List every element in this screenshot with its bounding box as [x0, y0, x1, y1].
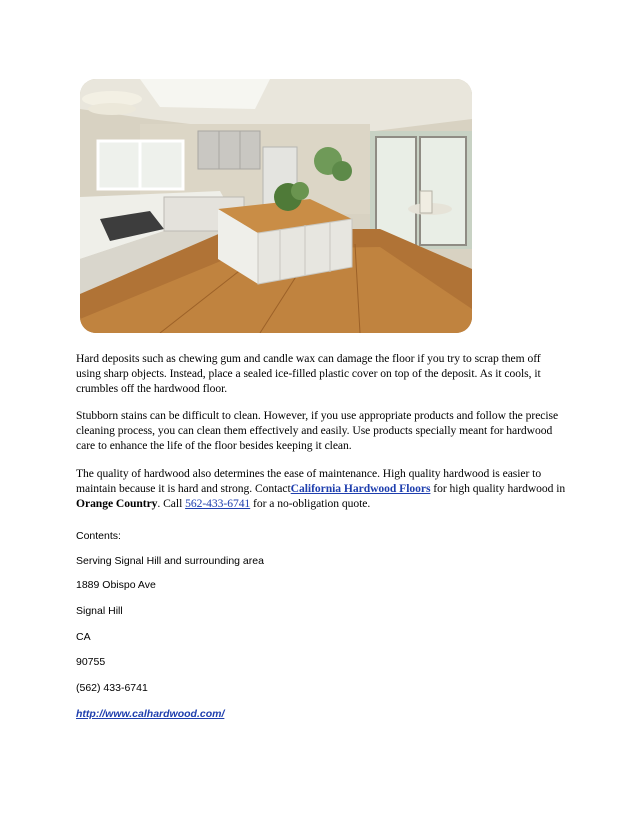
kitchen-photo: [80, 79, 472, 333]
california-hardwood-floors-link[interactable]: California Hardwood Floors: [290, 482, 431, 495]
state: CA: [76, 631, 91, 643]
paragraph-hard-deposits: Hard deposits such as chewing gum and candle wax can damage the floor if you try to scrap them off using sharp objects. Instead, place a sealed ice-filled plastic cover on top of the deposit. As it cools, it crumbles off the hardwood floor.: [76, 352, 541, 395]
paragraph-text: for a no-obligation quote.: [250, 497, 371, 510]
paragraph-text: The quality of hardwood also determines the ease of maintenance. High quality hardwood is easier to maintain because it is hard and strong. Contact: [76, 467, 542, 495]
kitchen-illustration: [80, 79, 472, 333]
paragraph-stubborn-stains: Stubborn stains can be difficult to clean. However, if you use appropriate products and follow the precise cleaning process, you can clean them effectively and easily. Use products specially meant for hardwood care to enhance the life of the floor besides keeping it clean.: [76, 409, 559, 452]
orange-country-text: Orange Country: [76, 497, 158, 510]
phone-number: (562) 433-6741: [76, 682, 148, 694]
paragraph-text: . Call: [157, 497, 186, 510]
paragraph-quality-hardwood: [76, 466, 566, 511]
website: [76, 708, 224, 721]
zip-code: 90755: [76, 656, 106, 668]
website-link[interactable]: http://www.calhardwood.com/: [76, 708, 225, 720]
street-address: 1889 Obispo Ave: [76, 579, 156, 591]
serving-area: Serving Signal Hill and surrounding area: [76, 555, 264, 567]
paragraph-text: for high quality hardwood in: [430, 482, 566, 495]
phone-link[interactable]: 562-433-6741: [185, 497, 251, 510]
city: Signal Hill: [76, 605, 123, 617]
contents-label: Contents:: [76, 530, 121, 542]
